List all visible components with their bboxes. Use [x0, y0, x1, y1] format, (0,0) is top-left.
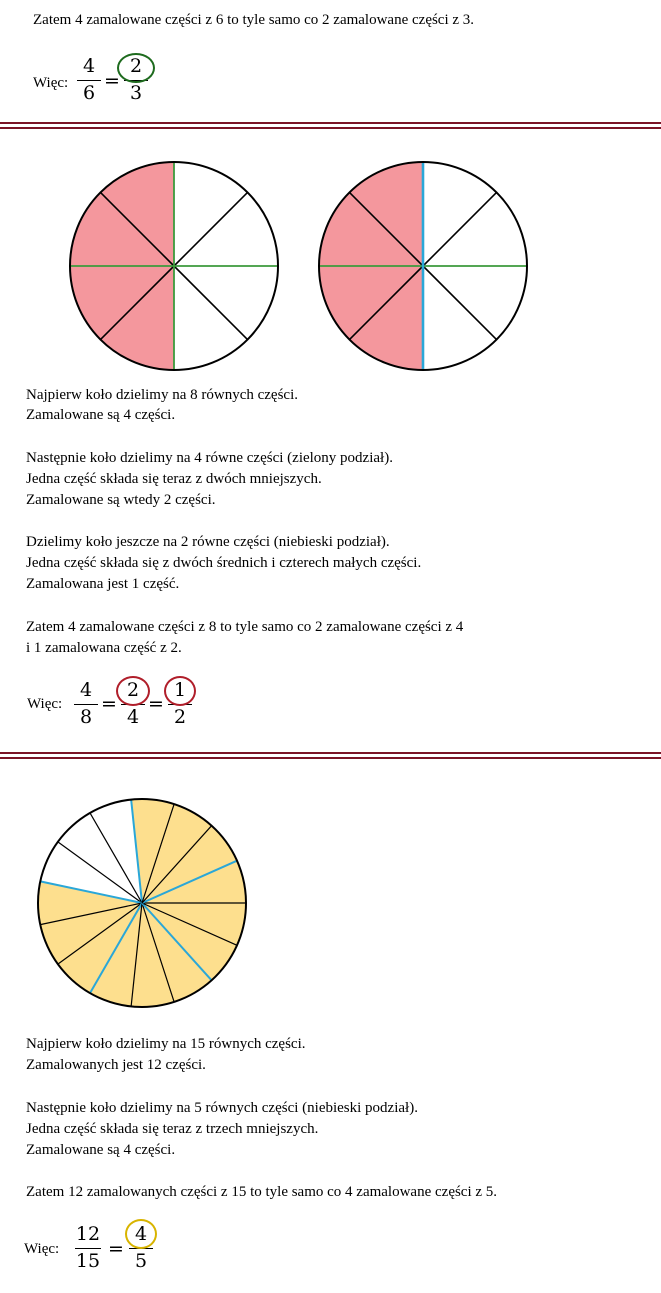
highlight-circle	[125, 1219, 157, 1249]
s3-p1-l1: Najpierw koło dzielimy na 15 równych części.	[26, 1036, 306, 1052]
section3-label: Więc:	[24, 1241, 60, 1257]
denominator: 6	[82, 82, 96, 104]
s2-p3-l2: Jedna część składa się z dwóch średnich i czterech małych części.	[26, 555, 422, 571]
s2-p1-l1: Najpierw koło dzielimy na 8 równych części.	[26, 387, 298, 403]
section1-label: Więc:	[33, 75, 69, 91]
numerator: 4	[82, 55, 96, 77]
eighth-division-line	[174, 266, 248, 340]
denominator: 5	[134, 1250, 148, 1272]
eighth-division-line	[174, 192, 248, 266]
s3-p2-l2: Jedna część składa się teraz z trzech mniejszych.	[26, 1121, 319, 1137]
section2-label: Więc:	[27, 696, 63, 712]
numerator: 1	[173, 679, 187, 701]
s3-p3-l1: Zatem 12 zamalowanych części z 15 to tyle samo co 4 zamalowane części z 5.	[26, 1184, 498, 1200]
s3-p1-l2: Zamalowanych jest 12 części.	[26, 1057, 206, 1073]
s2-p2-l2: Jedna część składa się teraz z dwóch mniejszych.	[26, 471, 322, 487]
highlight-circle	[117, 53, 155, 83]
circle-eighths-blue	[317, 160, 529, 372]
section1-lead: Zatem 4 zamalowane części z 6 to tyle samo co 2 zamalowane części z 3.	[33, 12, 475, 28]
numerator: 2	[129, 55, 143, 77]
fraction-bar	[75, 1248, 101, 1249]
denominator: 15	[75, 1250, 101, 1272]
eighth-division-line	[423, 192, 497, 266]
denominator: 2	[173, 706, 187, 728]
eighth-division-line	[423, 266, 497, 340]
denominator: 8	[79, 706, 93, 728]
numerator: 2	[126, 679, 140, 701]
numerator: 4	[134, 1223, 148, 1245]
equals-sign: =	[148, 693, 164, 715]
s2-p2-l1: Następnie koło dzielimy na 4 równe części (zielony podział).	[26, 450, 393, 466]
fraction-bar	[74, 704, 98, 705]
section3-fraction-1	[75, 1224, 101, 1273]
highlight-circle	[116, 676, 150, 706]
s3-p2-l3: Zamalowane są 4 części.	[26, 1142, 176, 1158]
circle-eighths-green	[68, 160, 280, 372]
s3-p2-l1: Następnie koło dzielimy na 5 równych części (niebieski podział).	[26, 1100, 418, 1116]
denominator: 3	[129, 82, 143, 104]
fraction-bar	[77, 80, 101, 81]
s2-p3-l1: Dzielimy koło jeszcze na 2 równe części (niebieski podział).	[26, 534, 390, 550]
numerator: 12	[75, 1223, 101, 1245]
s2-p1-l2: Zamalowane są 4 części.	[26, 407, 176, 423]
highlight-circle	[164, 676, 196, 706]
s2-p4-l1: Zatem 4 zamalowane części z 8 to tyle samo co 2 zamalowane części z 4	[26, 619, 464, 635]
equals-sign: =	[104, 70, 120, 92]
denominator: 4	[126, 706, 140, 728]
circle-fifteenths	[36, 797, 248, 1009]
equals-sign: =	[101, 693, 117, 715]
s2-p4-l2: i 1 zamalowana część z 2.	[26, 640, 182, 656]
section1-fraction-1	[77, 56, 101, 105]
equals-sign: =	[108, 1238, 124, 1260]
s2-p3-l3: Zamalowana jest 1 część.	[26, 576, 180, 592]
s2-p2-l3: Zamalowane są wtedy 2 części.	[26, 492, 216, 508]
numerator: 4	[79, 679, 93, 701]
section-divider	[0, 752, 661, 759]
section-divider	[0, 122, 661, 129]
section2-fraction-1	[74, 680, 98, 729]
